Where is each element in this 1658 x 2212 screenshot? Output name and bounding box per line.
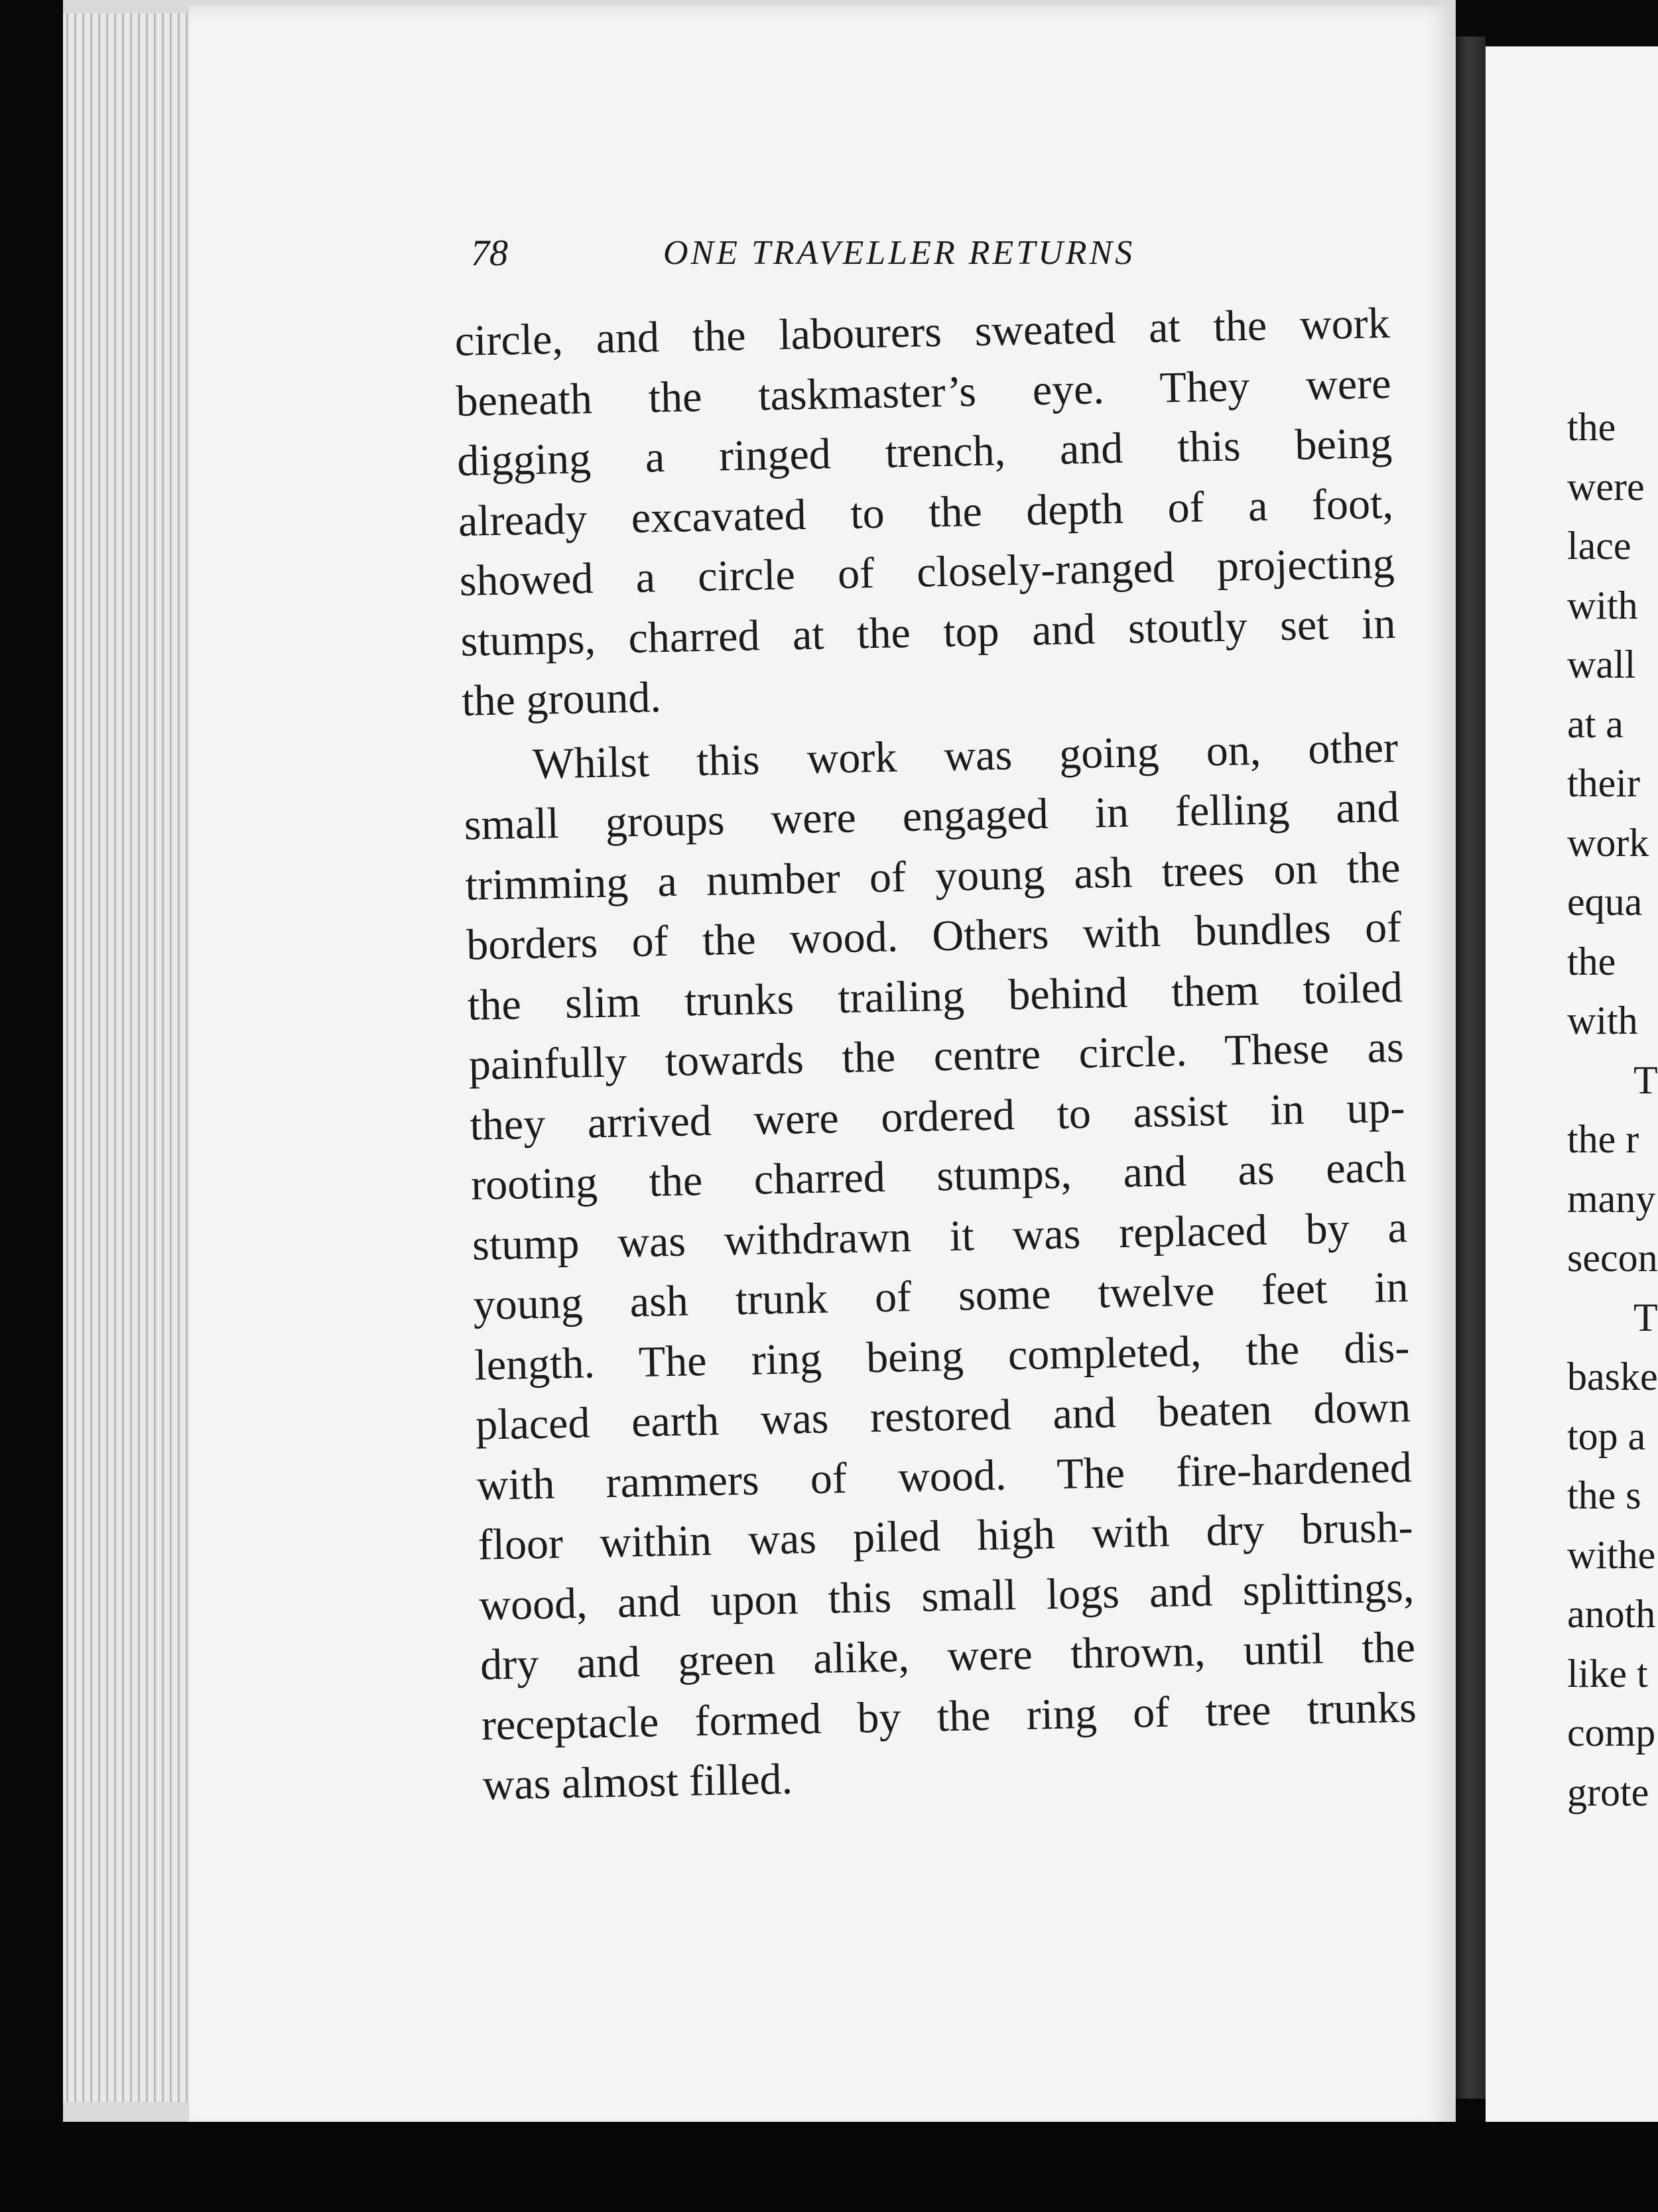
text-line: stump was withdrawn it was replaced by a: [472, 1203, 1408, 1270]
facing-text-line: the: [1567, 405, 1616, 449]
text-line: trimming a number of young ash trees on the: [464, 843, 1401, 910]
text-line: the slim trunks trailing behind them toiled: [467, 963, 1403, 1030]
text-line: already excavated to the depth of a foot,: [458, 479, 1394, 546]
text-line: receptacle formed by the ring of tree trunks: [481, 1683, 1417, 1750]
facing-text-line: with: [1567, 583, 1638, 627]
facing-text-line: T: [1633, 1058, 1658, 1102]
text-line: circle, and the labourers sweated at the work: [454, 298, 1391, 365]
body-text: [454, 294, 1418, 1815]
facing-text-line: equa: [1567, 880, 1643, 924]
page-edges: [63, 13, 189, 2102]
text-line: floor within was piled high with dry brush-: [478, 1503, 1414, 1569]
text-line: stumps, charred at the top and stoutly set in: [460, 599, 1396, 666]
facing-page-text: [1567, 398, 1658, 1822]
facing-text-line: the: [1567, 939, 1616, 983]
text-line: Whilst this work was going on, other: [532, 723, 1399, 788]
text-line: wood, and upon this small logs and splittings,: [478, 1563, 1415, 1630]
facing-text-line: wall: [1567, 643, 1636, 686]
text-line: with rammers of wood. The fire-hardened: [476, 1443, 1413, 1510]
text-line: was almost filled.: [481, 1754, 793, 1810]
book-gutter: [1456, 36, 1486, 2099]
facing-text-line: their: [1567, 761, 1640, 805]
facing-text-line: grote: [1567, 1770, 1649, 1814]
facing-text-line: T: [1633, 1295, 1658, 1339]
facing-text-line: work: [1567, 820, 1649, 865]
text-line: they arrived were ordered to assist in up-: [469, 1083, 1405, 1150]
text-line: young ash trunk of some twelve feet in: [473, 1262, 1409, 1329]
facing-text-line: secon: [1567, 1236, 1658, 1280]
facing-text-line: lace: [1567, 524, 1631, 568]
text-line: showed a circle of closely-ranged projecting: [459, 538, 1395, 605]
facing-text-line: withe: [1567, 1532, 1656, 1577]
facing-text-line: the r: [1567, 1117, 1639, 1161]
text-line: painfully towards the centre circle. These as: [468, 1022, 1405, 1089]
facing-text-line: baske: [1567, 1355, 1658, 1398]
text-line: small groups were engaged in felling and: [464, 782, 1400, 849]
facing-text-line: at a: [1567, 702, 1624, 746]
paragraph-1: [454, 294, 1397, 731]
text-line: the ground.: [461, 673, 662, 725]
text-line: borders of the wood. Others with bundles of: [466, 902, 1402, 969]
facing-text-line: comp: [1567, 1711, 1656, 1754]
facing-text-line: top a: [1567, 1414, 1646, 1458]
text-line: length. The ring being completed, the dis-: [474, 1323, 1410, 1390]
text-line: dry and green alike, were thrown, until the: [479, 1623, 1416, 1690]
text-line: placed earth was restored and beaten down: [475, 1382, 1411, 1449]
page-number: 78: [471, 233, 508, 274]
paragraph-2: [462, 717, 1418, 1815]
running-title: ONE TRAVELLER RETURNS: [663, 234, 1135, 272]
facing-text-line: the s: [1567, 1473, 1641, 1517]
facing-text-line: were: [1567, 464, 1645, 509]
text-line: rooting the charred stumps, and as each: [470, 1142, 1407, 1209]
facing-text-line: like t: [1567, 1651, 1648, 1695]
facing-text-line: many: [1567, 1176, 1656, 1221]
text-line: beneath the taskmaster’s eye. They were: [455, 359, 1392, 426]
facing-text-line: with: [1567, 999, 1638, 1042]
text-line: digging a ringed trench, and this being: [456, 418, 1393, 485]
page-header: [471, 219, 1253, 292]
facing-text-line: anoth: [1567, 1592, 1656, 1636]
scan-border: [0, 2122, 1658, 2212]
